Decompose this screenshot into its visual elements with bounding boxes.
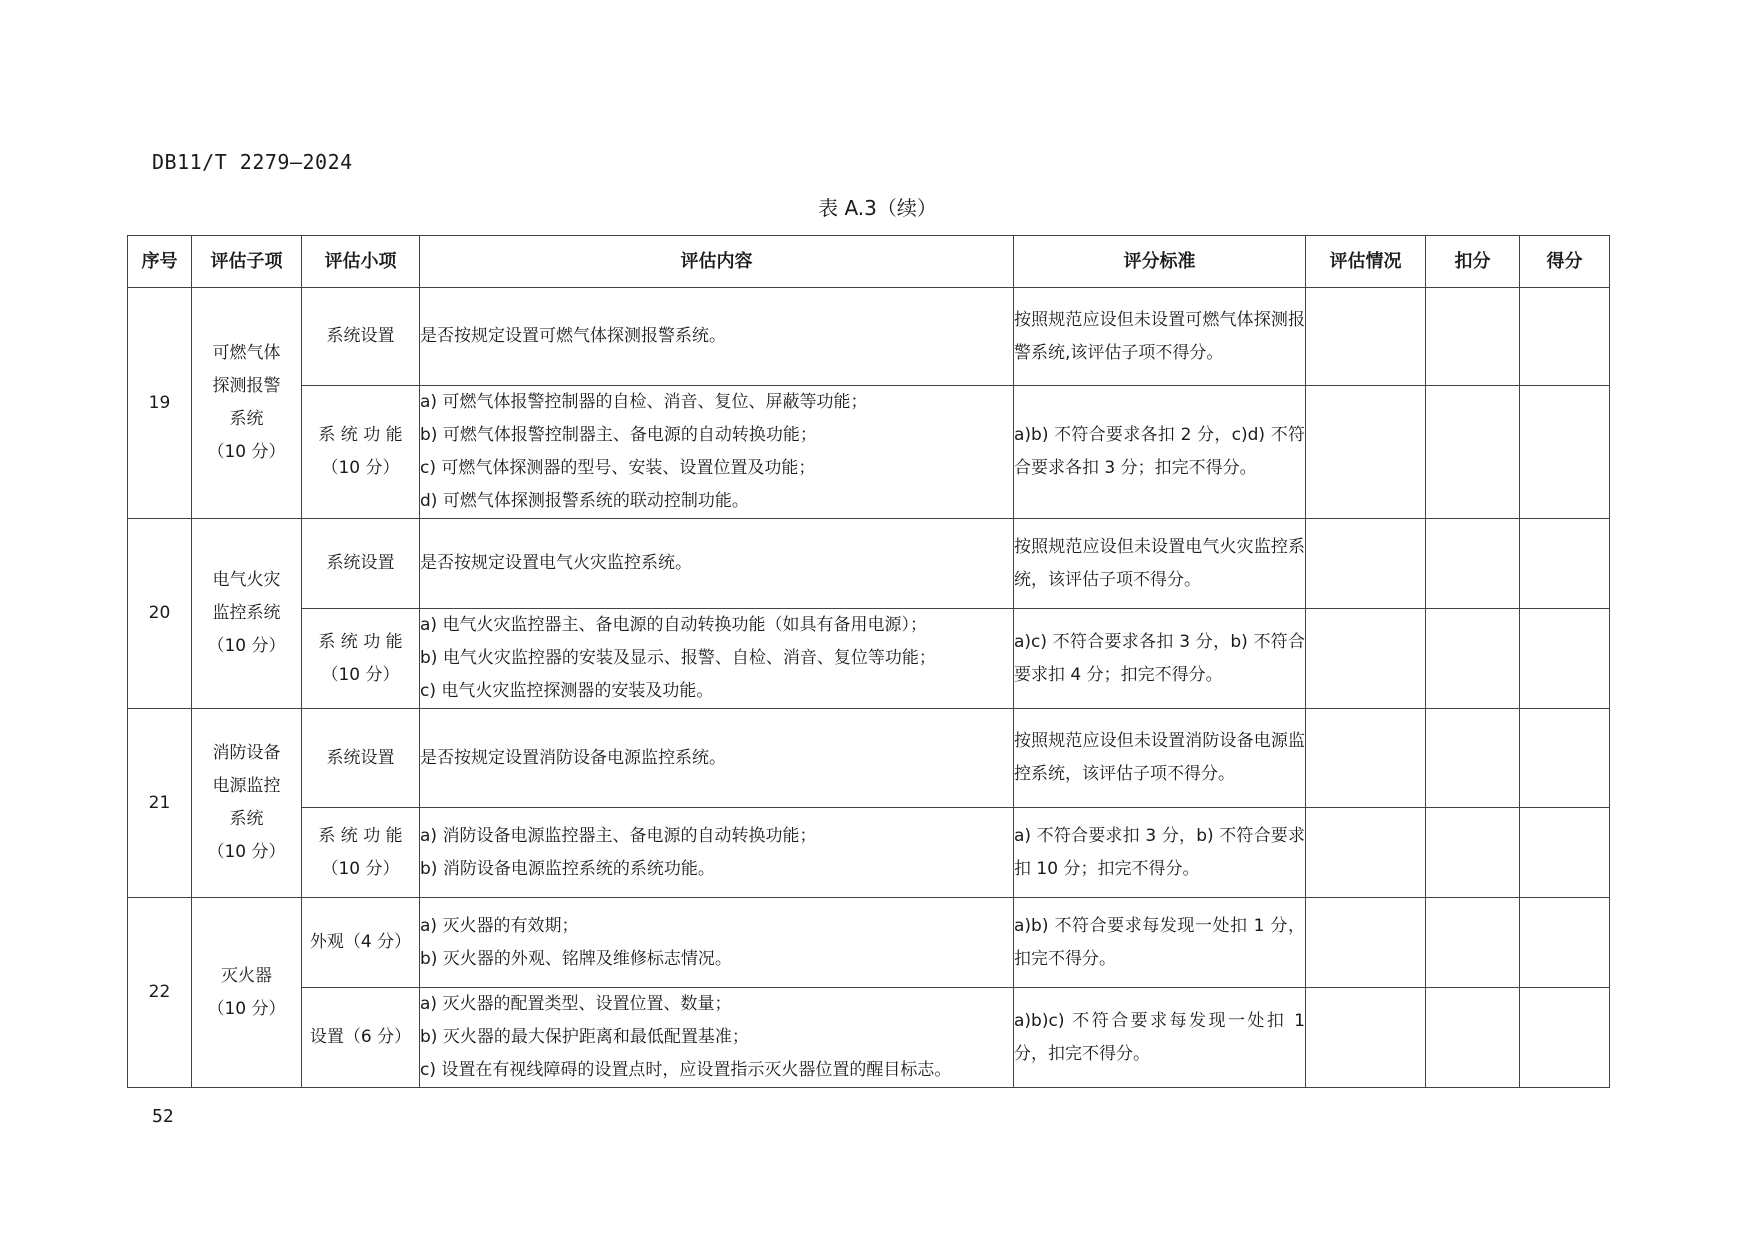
table-row — [128, 609, 1610, 709]
content-cell: 是否按规定设置电气火灾监控系统。 — [420, 519, 1014, 609]
score-cell[interactable] — [1520, 386, 1610, 519]
table-row — [128, 898, 1610, 988]
status-cell[interactable] — [1306, 709, 1426, 808]
deduction-cell[interactable] — [1426, 386, 1520, 519]
seq-cell: 22 — [128, 898, 192, 1088]
score-cell[interactable] — [1520, 709, 1610, 808]
table-row — [128, 288, 1610, 386]
content-cell: a) 电气火灾监控器主、备电源的自动转换功能（如具有备用电源）； b) 电气火灾监控器的安装及显示、报警、自检、消音、复位等功能； c) 电气火灾监控探测器的安装及功能。 — [420, 609, 1014, 709]
subitem-cell: 电气火灾 监控系统 （10 分） — [192, 519, 302, 709]
score-cell[interactable] — [1520, 808, 1610, 898]
criteria-cell: 按照规范应设但未设置电气火灾监控系统，该评估子项不得分。 — [1014, 519, 1306, 609]
col-header-minor-item: 评估小项 — [302, 236, 420, 288]
minor-item-cell: 外观（4 分） — [302, 898, 420, 988]
content-cell: a) 灭火器的有效期； b) 灭火器的外观、铭牌及维修标志情况。 — [420, 898, 1014, 988]
document-id: DB11/T 2279—2024 — [152, 150, 353, 174]
minor-item-cell: 系统设置 — [302, 288, 420, 386]
status-cell[interactable] — [1306, 386, 1426, 519]
criteria-cell: a)b) 不符合要求各扣 2 分，c)d) 不符合要求各扣 3 分；扣完不得分。 — [1014, 386, 1306, 519]
minor-item-cell: 系统设置 — [302, 519, 420, 609]
minor-item-cell: 系 统 功 能 （10 分） — [302, 609, 420, 709]
minor-item-cell: 系 统 功 能 （10 分） — [302, 808, 420, 898]
minor-item-cell: 设置（6 分） — [302, 988, 420, 1088]
score-cell[interactable] — [1520, 519, 1610, 609]
minor-item-cell: 系统设置 — [302, 709, 420, 808]
status-cell[interactable] — [1306, 898, 1426, 988]
col-header-criteria: 评分标准 — [1014, 236, 1306, 288]
seq-cell: 21 — [128, 709, 192, 898]
status-cell[interactable] — [1306, 609, 1426, 709]
table-row — [128, 808, 1610, 898]
criteria-cell: a)c) 不符合要求各扣 3 分，b) 不符合要求扣 4 分；扣完不得分。 — [1014, 609, 1306, 709]
content-cell: 是否按规定设置可燃气体探测报警系统。 — [420, 288, 1014, 386]
minor-item-cell: 系 统 功 能 （10 分） — [302, 386, 420, 519]
deduction-cell[interactable] — [1426, 709, 1520, 808]
subitem-cell: 可燃气体 探测报警 系统 （10 分） — [192, 288, 302, 519]
table-row — [128, 988, 1610, 1088]
col-header-subitem: 评估子项 — [192, 236, 302, 288]
content-cell: a) 灭火器的配置类型、设置位置、数量； b) 灭火器的最大保护距离和最低配置基准； c) 设置在有视线障碍的设置点时，应设置指示灭火器位置的醒目标志。 — [420, 988, 1014, 1088]
content-cell: a) 消防设备电源监控器主、备电源的自动转换功能； b) 消防设备电源监控系统的系统功能。 — [420, 808, 1014, 898]
seq-cell: 20 — [128, 519, 192, 709]
table-row — [128, 709, 1610, 808]
table-title: 表 A.3（续） — [818, 196, 937, 220]
subitem-cell: 消防设备 电源监控 系统 （10 分） — [192, 709, 302, 898]
criteria-cell: 按照规范应设但未设置消防设备电源监控系统，该评估子项不得分。 — [1014, 709, 1306, 808]
criteria-cell: a)b) 不符合要求每发现一处扣 1 分，扣完不得分。 — [1014, 898, 1306, 988]
table-row — [128, 519, 1610, 609]
col-header-seq: 序号 — [128, 236, 192, 288]
subitem-cell: 灭火器 （10 分） — [192, 898, 302, 1088]
deduction-cell[interactable] — [1426, 609, 1520, 709]
deduction-cell[interactable] — [1426, 519, 1520, 609]
seq-cell: 19 — [128, 288, 192, 519]
evaluation-table — [127, 235, 1610, 1088]
content-cell: 是否按规定设置消防设备电源监控系统。 — [420, 709, 1014, 808]
status-cell[interactable] — [1306, 808, 1426, 898]
status-cell[interactable] — [1306, 288, 1426, 386]
score-cell[interactable] — [1520, 898, 1610, 988]
page-number: 52 — [152, 1106, 174, 1127]
score-cell[interactable] — [1520, 988, 1610, 1088]
col-header-deduction: 扣分 — [1426, 236, 1520, 288]
deduction-cell[interactable] — [1426, 288, 1520, 386]
score-cell[interactable] — [1520, 609, 1610, 709]
content-cell: a) 可燃气体报警控制器的自检、消音、复位、屏蔽等功能； b) 可燃气体报警控制器主、备电源的自动转换功能； c) 可燃气体探测器的型号、安装、设置位置及功能； d) 可燃气体探测报警系统的联动控制功能。 — [420, 386, 1014, 519]
deduction-cell[interactable] — [1426, 808, 1520, 898]
table-row — [128, 386, 1610, 519]
deduction-cell[interactable] — [1426, 898, 1520, 988]
col-header-score: 得分 — [1520, 236, 1610, 288]
score-cell[interactable] — [1520, 288, 1610, 386]
criteria-cell: 按照规范应设但未设置可燃气体探测报警系统,该评估子项不得分。 — [1014, 288, 1306, 386]
col-header-status: 评估情况 — [1306, 236, 1426, 288]
deduction-cell[interactable] — [1426, 988, 1520, 1088]
status-cell[interactable] — [1306, 519, 1426, 609]
status-cell[interactable] — [1306, 988, 1426, 1088]
table-header-row — [128, 236, 1610, 288]
criteria-cell: a)b)c) 不符合要求每发现一处扣 1 分，扣完不得分。 — [1014, 988, 1306, 1088]
col-header-content: 评估内容 — [420, 236, 1014, 288]
criteria-cell: a) 不符合要求扣 3 分，b) 不符合要求扣 10 分；扣完不得分。 — [1014, 808, 1306, 898]
